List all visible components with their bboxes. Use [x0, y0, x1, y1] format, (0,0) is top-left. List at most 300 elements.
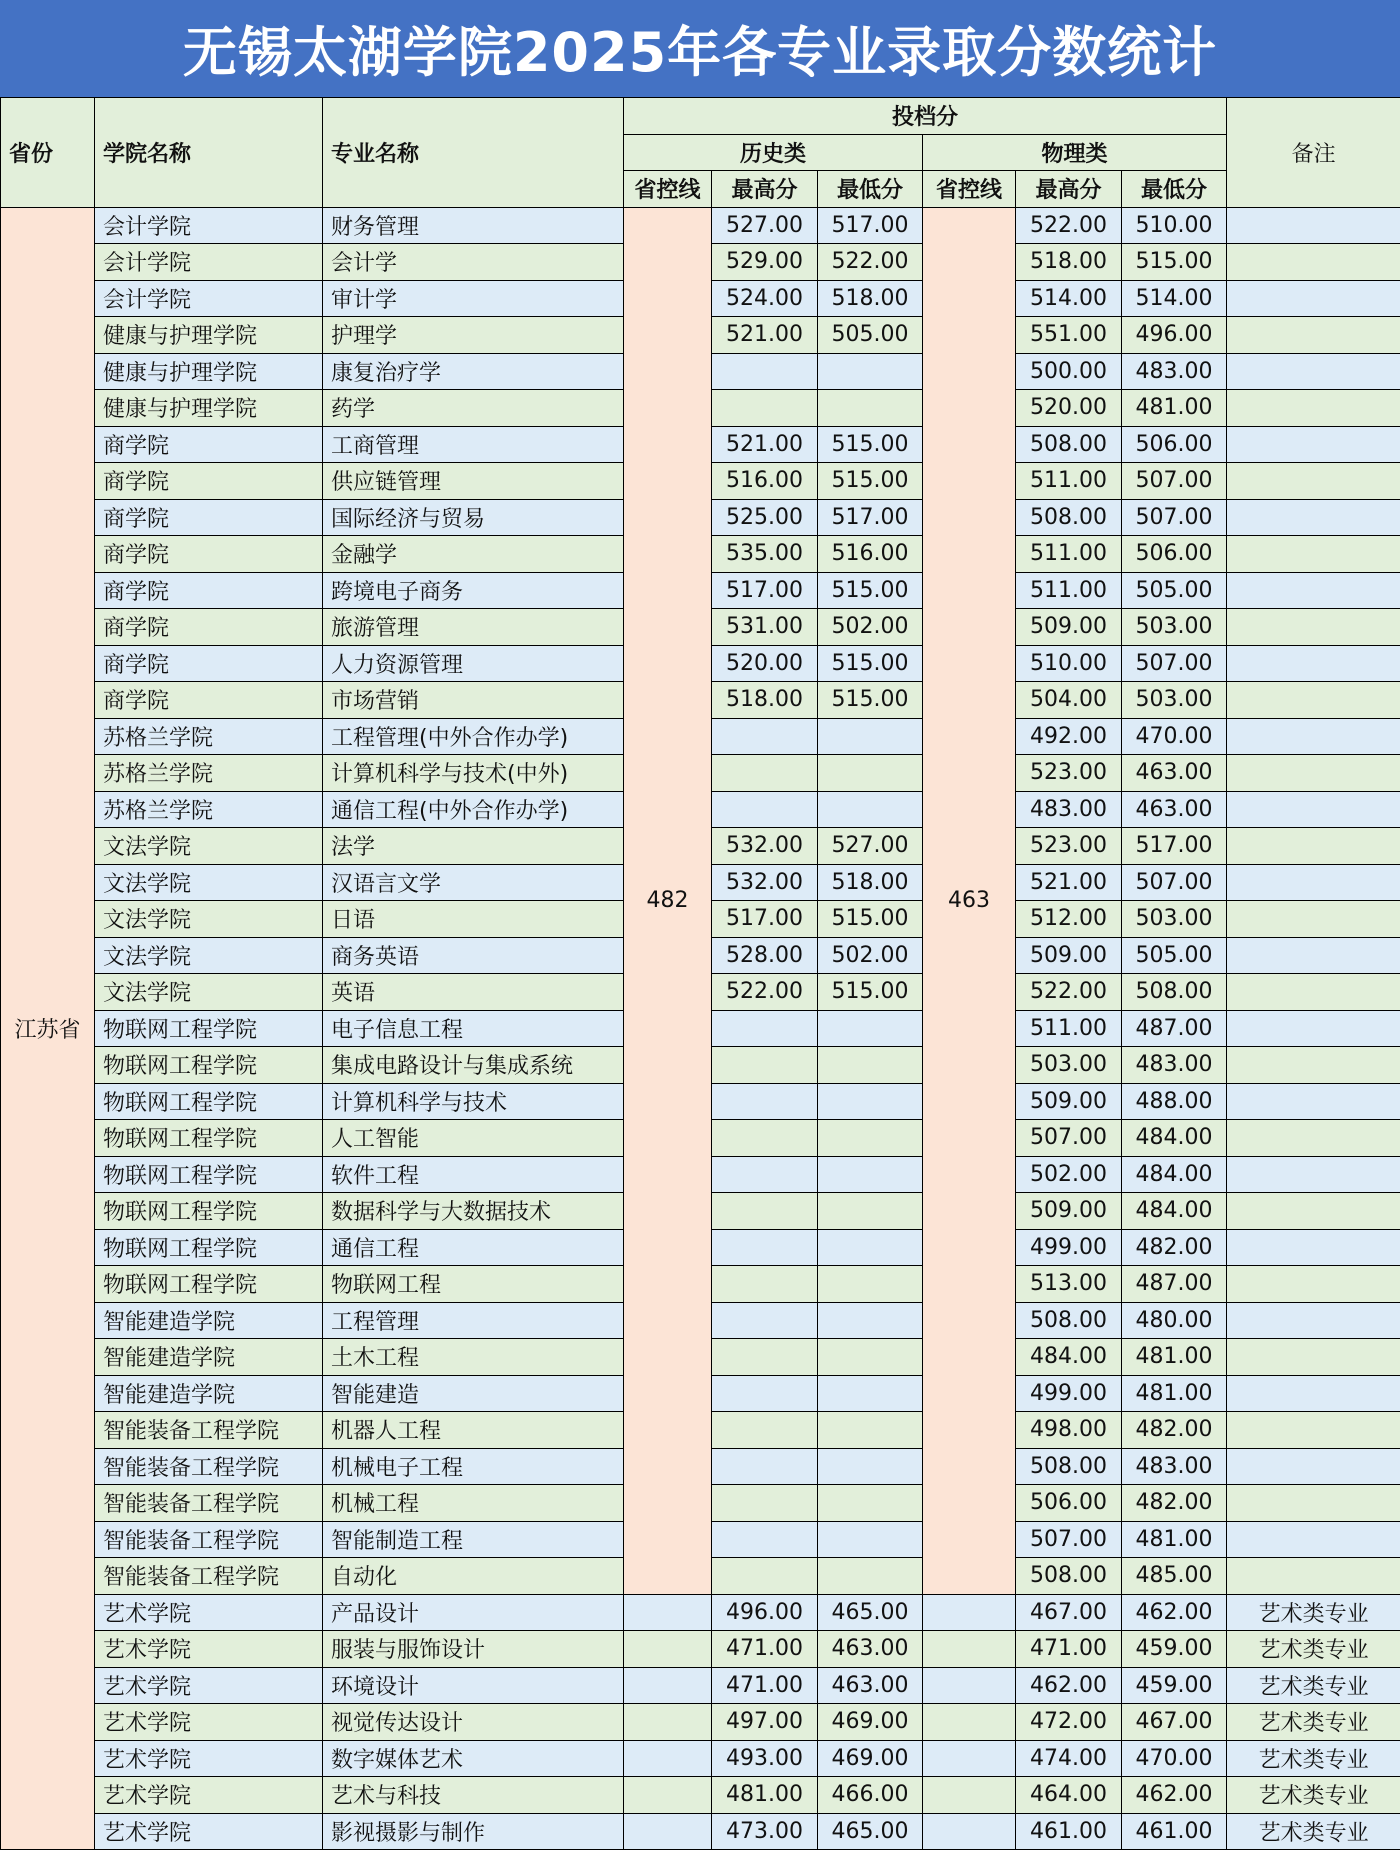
history-max-cell: 471.00	[712, 1667, 818, 1704]
physics-min-cell: 503.00	[1122, 609, 1227, 646]
major-cell: 审计学	[323, 280, 624, 317]
history-min-cell	[818, 1558, 923, 1595]
physics-max-cell: 474.00	[1016, 1740, 1122, 1777]
major-cell: 机械电子工程	[323, 1448, 624, 1485]
physics-max-cell: 507.00	[1016, 1521, 1122, 1558]
college-cell: 商学院	[95, 682, 323, 719]
major-cell: 智能制造工程	[323, 1521, 624, 1558]
physics-min-cell: 510.00	[1122, 207, 1227, 244]
major-cell: 工程管理	[323, 1302, 624, 1339]
history-min-cell: 527.00	[818, 828, 923, 865]
physics-max-cell: 503.00	[1016, 1047, 1122, 1084]
major-cell: 服装与服饰设计	[323, 1631, 624, 1668]
note-cell	[1227, 974, 1400, 1011]
major-cell: 国际经济与贸易	[323, 499, 624, 536]
history-max-cell: 518.00	[712, 682, 818, 719]
major-cell: 供应链管理	[323, 463, 624, 500]
major-cell: 自动化	[323, 1558, 624, 1595]
physics-max-cell: 508.00	[1016, 499, 1122, 536]
physics-min-cell: 470.00	[1122, 718, 1227, 755]
history-max-cell	[712, 1047, 818, 1084]
college-cell: 物联网工程学院	[95, 1229, 323, 1266]
physics-max-cell: 511.00	[1016, 1010, 1122, 1047]
major-cell: 金融学	[323, 536, 624, 573]
major-cell: 市场营销	[323, 682, 624, 719]
note-cell	[1227, 1485, 1400, 1522]
history-max-cell: 497.00	[712, 1704, 818, 1741]
history-max-cell: 524.00	[712, 280, 818, 317]
history-max-cell	[712, 1412, 818, 1449]
physics-min-cell: 470.00	[1122, 1740, 1227, 1777]
note-cell: 艺术类专业	[1227, 1740, 1400, 1777]
college-cell: 物联网工程学院	[95, 1120, 323, 1157]
physics-min-cell: 507.00	[1122, 499, 1227, 536]
physics-max-cell: 498.00	[1016, 1412, 1122, 1449]
note-cell	[1227, 499, 1400, 536]
header-score-group: 投档分	[624, 98, 1227, 135]
college-cell: 健康与护理学院	[95, 390, 323, 427]
header-major: 专业名称	[323, 98, 624, 208]
physics-min-cell: 503.00	[1122, 682, 1227, 719]
physics-min-cell: 481.00	[1122, 1375, 1227, 1412]
history-max-cell	[712, 390, 818, 427]
note-cell	[1227, 609, 1400, 646]
history-max-cell: 527.00	[712, 207, 818, 244]
major-cell: 通信工程(中外合作办学)	[323, 791, 624, 828]
college-cell: 艺术学院	[95, 1704, 323, 1741]
physics-max-cell: 508.00	[1016, 1558, 1122, 1595]
major-cell: 康复治疗学	[323, 353, 624, 390]
physics-min-cell: 505.00	[1122, 937, 1227, 974]
history-max-cell	[712, 1120, 818, 1157]
note-cell	[1227, 755, 1400, 792]
physics-min-cell: 484.00	[1122, 1193, 1227, 1230]
history-max-cell: 522.00	[712, 974, 818, 1011]
table-body	[1, 207, 1400, 1850]
note-cell	[1227, 682, 1400, 719]
history-min-cell	[818, 1083, 923, 1120]
history-min-cell: 517.00	[818, 499, 923, 536]
college-cell: 苏格兰学院	[95, 755, 323, 792]
page-title: 无锡太湖学院2025年各专业录取分数统计	[0, 0, 1400, 97]
history-max-cell	[712, 1229, 818, 1266]
history-min-cell	[818, 1339, 923, 1376]
major-cell: 人力资源管理	[323, 645, 624, 682]
note-cell	[1227, 244, 1400, 281]
header-history-min: 最低分	[818, 171, 923, 208]
history-max-cell: 531.00	[712, 609, 818, 646]
college-cell: 健康与护理学院	[95, 317, 323, 354]
physics-max-cell: 510.00	[1016, 645, 1122, 682]
physics-min-cell: 508.00	[1122, 974, 1227, 1011]
physics-max-cell: 514.00	[1016, 280, 1122, 317]
history-max-cell	[712, 1521, 818, 1558]
history-max-cell	[712, 1448, 818, 1485]
history-control-cell	[624, 1740, 712, 1777]
history-control-cell: 482	[624, 207, 712, 1594]
major-cell: 人工智能	[323, 1120, 624, 1157]
college-cell: 智能建造学院	[95, 1302, 323, 1339]
physics-max-cell: 464.00	[1016, 1777, 1122, 1814]
history-control-cell	[624, 1667, 712, 1704]
history-min-cell: 515.00	[818, 426, 923, 463]
history-max-cell: 496.00	[712, 1594, 818, 1631]
table-row	[1, 1813, 1400, 1850]
table-row	[1, 1667, 1400, 1704]
physics-control-cell	[923, 1667, 1016, 1704]
history-min-cell: 515.00	[818, 572, 923, 609]
history-max-cell: 516.00	[712, 463, 818, 500]
physics-max-cell: 500.00	[1016, 353, 1122, 390]
header-physics-max: 最高分	[1016, 171, 1122, 208]
major-cell: 计算机科学与技术(中外)	[323, 755, 624, 792]
major-cell: 通信工程	[323, 1229, 624, 1266]
college-cell: 物联网工程学院	[95, 1156, 323, 1193]
history-max-cell: 521.00	[712, 426, 818, 463]
history-min-cell	[818, 718, 923, 755]
major-cell: 智能建造	[323, 1375, 624, 1412]
history-max-cell	[712, 1485, 818, 1522]
history-max-cell	[712, 1266, 818, 1303]
physics-max-cell: 523.00	[1016, 828, 1122, 865]
history-min-cell	[818, 1193, 923, 1230]
history-min-cell: 463.00	[818, 1631, 923, 1668]
physics-max-cell: 509.00	[1016, 609, 1122, 646]
table-row	[1, 1740, 1400, 1777]
physics-max-cell: 507.00	[1016, 1120, 1122, 1157]
college-cell: 智能装备工程学院	[95, 1558, 323, 1595]
college-cell: 智能建造学院	[95, 1375, 323, 1412]
physics-min-cell: 484.00	[1122, 1120, 1227, 1157]
physics-min-cell: 507.00	[1122, 645, 1227, 682]
physics-min-cell: 483.00	[1122, 1047, 1227, 1084]
physics-min-cell: 463.00	[1122, 791, 1227, 828]
history-max-cell	[712, 718, 818, 755]
college-cell: 智能装备工程学院	[95, 1448, 323, 1485]
table-row	[1, 1777, 1400, 1814]
physics-min-cell: 507.00	[1122, 463, 1227, 500]
physics-max-cell: 483.00	[1016, 791, 1122, 828]
history-max-cell: 517.00	[712, 901, 818, 938]
major-cell: 计算机科学与技术	[323, 1083, 624, 1120]
history-max-cell	[712, 755, 818, 792]
header-province: 省份	[1, 98, 95, 208]
header-history: 历史类	[624, 134, 923, 171]
note-cell	[1227, 1448, 1400, 1485]
major-cell: 法学	[323, 828, 624, 865]
history-min-cell	[818, 353, 923, 390]
history-min-cell: 469.00	[818, 1740, 923, 1777]
physics-max-cell: 522.00	[1016, 207, 1122, 244]
physics-max-cell: 471.00	[1016, 1631, 1122, 1668]
history-min-cell: 518.00	[818, 864, 923, 901]
table-row	[1, 1704, 1400, 1741]
physics-max-cell: 523.00	[1016, 755, 1122, 792]
physics-max-cell: 502.00	[1016, 1156, 1122, 1193]
major-cell: 机械工程	[323, 1485, 624, 1522]
physics-min-cell: 481.00	[1122, 1339, 1227, 1376]
history-max-cell	[712, 1193, 818, 1230]
college-cell: 商学院	[95, 572, 323, 609]
physics-min-cell: 485.00	[1122, 1558, 1227, 1595]
college-cell: 物联网工程学院	[95, 1266, 323, 1303]
note-cell	[1227, 390, 1400, 427]
physics-min-cell: 506.00	[1122, 536, 1227, 573]
physics-min-cell: 514.00	[1122, 280, 1227, 317]
physics-min-cell: 482.00	[1122, 1229, 1227, 1266]
major-cell: 英语	[323, 974, 624, 1011]
note-cell	[1227, 864, 1400, 901]
history-max-cell: 532.00	[712, 828, 818, 865]
college-cell: 物联网工程学院	[95, 1047, 323, 1084]
note-cell	[1227, 317, 1400, 354]
major-cell: 日语	[323, 901, 624, 938]
major-cell: 工程管理(中外合作办学)	[323, 718, 624, 755]
major-cell: 物联网工程	[323, 1266, 624, 1303]
physics-max-cell: 551.00	[1016, 317, 1122, 354]
history-min-cell	[818, 1412, 923, 1449]
physics-max-cell: 499.00	[1016, 1375, 1122, 1412]
physics-max-cell: 518.00	[1016, 244, 1122, 281]
history-min-cell: 522.00	[818, 244, 923, 281]
major-cell: 数字媒体艺术	[323, 1740, 624, 1777]
history-max-cell	[712, 1083, 818, 1120]
history-control-cell	[624, 1813, 712, 1850]
history-min-cell: 502.00	[818, 609, 923, 646]
history-max-cell: 493.00	[712, 1740, 818, 1777]
physics-min-cell: 496.00	[1122, 317, 1227, 354]
physics-max-cell: 467.00	[1016, 1594, 1122, 1631]
history-min-cell: 516.00	[818, 536, 923, 573]
physics-min-cell: 462.00	[1122, 1594, 1227, 1631]
table-row	[1, 1631, 1400, 1668]
history-min-cell	[818, 1485, 923, 1522]
note-cell	[1227, 1412, 1400, 1449]
history-min-cell: 502.00	[818, 937, 923, 974]
note-cell	[1227, 1558, 1400, 1595]
physics-max-cell: 513.00	[1016, 1266, 1122, 1303]
physics-min-cell: 507.00	[1122, 864, 1227, 901]
physics-max-cell: 511.00	[1016, 572, 1122, 609]
physics-control-cell	[923, 1594, 1016, 1631]
college-cell: 艺术学院	[95, 1813, 323, 1850]
physics-min-cell: 463.00	[1122, 755, 1227, 792]
note-cell	[1227, 718, 1400, 755]
college-cell: 物联网工程学院	[95, 1083, 323, 1120]
major-cell: 影视摄影与制作	[323, 1813, 624, 1850]
history-min-cell	[818, 1302, 923, 1339]
physics-max-cell: 506.00	[1016, 1485, 1122, 1522]
major-cell: 财务管理	[323, 207, 624, 244]
note-cell	[1227, 645, 1400, 682]
history-max-cell: 520.00	[712, 645, 818, 682]
header-physics: 物理类	[923, 134, 1227, 171]
history-min-cell: 465.00	[818, 1594, 923, 1631]
physics-max-cell: 472.00	[1016, 1704, 1122, 1741]
history-max-cell	[712, 1375, 818, 1412]
note-cell	[1227, 1047, 1400, 1084]
history-min-cell: 515.00	[818, 645, 923, 682]
history-max-cell	[712, 1156, 818, 1193]
note-cell	[1227, 1010, 1400, 1047]
history-min-cell	[818, 1266, 923, 1303]
history-min-cell: 463.00	[818, 1667, 923, 1704]
physics-max-cell: 504.00	[1016, 682, 1122, 719]
college-cell: 智能装备工程学院	[95, 1412, 323, 1449]
history-min-cell	[818, 791, 923, 828]
history-min-cell	[818, 1047, 923, 1084]
history-min-cell	[818, 1521, 923, 1558]
history-control-cell	[624, 1594, 712, 1631]
table-header	[1, 98, 1400, 208]
note-cell	[1227, 1229, 1400, 1266]
header-history-max: 最高分	[712, 171, 818, 208]
physics-min-cell: 487.00	[1122, 1010, 1227, 1047]
note-cell	[1227, 463, 1400, 500]
history-min-cell	[818, 1120, 923, 1157]
history-min-cell	[818, 1448, 923, 1485]
physics-max-cell: 484.00	[1016, 1339, 1122, 1376]
note-cell	[1227, 828, 1400, 865]
major-cell: 土木工程	[323, 1339, 624, 1376]
history-min-cell	[818, 1229, 923, 1266]
note-cell	[1227, 1193, 1400, 1230]
history-max-cell: 528.00	[712, 937, 818, 974]
history-max-cell	[712, 1010, 818, 1047]
history-min-cell: 515.00	[818, 682, 923, 719]
major-cell: 数据科学与大数据技术	[323, 1193, 624, 1230]
history-min-cell	[818, 1156, 923, 1193]
major-cell: 工商管理	[323, 426, 624, 463]
major-cell: 机器人工程	[323, 1412, 624, 1449]
college-cell: 文法学院	[95, 828, 323, 865]
physics-max-cell: 509.00	[1016, 1083, 1122, 1120]
college-cell: 商学院	[95, 463, 323, 500]
college-cell: 苏格兰学院	[95, 791, 323, 828]
physics-max-cell: 520.00	[1016, 390, 1122, 427]
note-cell	[1227, 1156, 1400, 1193]
major-cell: 护理学	[323, 317, 624, 354]
history-max-cell	[712, 353, 818, 390]
history-max-cell: 517.00	[712, 572, 818, 609]
history-control-cell	[624, 1631, 712, 1668]
physics-max-cell: 521.00	[1016, 864, 1122, 901]
note-cell	[1227, 1120, 1400, 1157]
history-min-cell: 518.00	[818, 280, 923, 317]
physics-max-cell: 511.00	[1016, 463, 1122, 500]
history-max-cell	[712, 1339, 818, 1376]
physics-min-cell: 459.00	[1122, 1667, 1227, 1704]
physics-control-cell	[923, 1704, 1016, 1741]
history-min-cell: 469.00	[818, 1704, 923, 1741]
history-max-cell: 532.00	[712, 864, 818, 901]
province-cell: 江苏省	[1, 207, 95, 1850]
college-cell: 艺术学院	[95, 1740, 323, 1777]
history-max-cell: 473.00	[712, 1813, 818, 1850]
history-max-cell: 525.00	[712, 499, 818, 536]
history-min-cell: 505.00	[818, 317, 923, 354]
history-max-cell: 521.00	[712, 317, 818, 354]
physics-max-cell: 499.00	[1016, 1229, 1122, 1266]
note-cell	[1227, 1083, 1400, 1120]
history-min-cell: 515.00	[818, 901, 923, 938]
physics-min-cell: 505.00	[1122, 572, 1227, 609]
college-cell: 商学院	[95, 499, 323, 536]
major-cell: 跨境电子商务	[323, 572, 624, 609]
note-cell	[1227, 1302, 1400, 1339]
college-cell: 商学院	[95, 645, 323, 682]
college-cell: 文法学院	[95, 901, 323, 938]
note-cell	[1227, 280, 1400, 317]
major-cell: 集成电路设计与集成系统	[323, 1047, 624, 1084]
history-min-cell: 517.00	[818, 207, 923, 244]
major-cell: 软件工程	[323, 1156, 624, 1193]
physics-max-cell: 508.00	[1016, 1448, 1122, 1485]
college-cell: 会计学院	[95, 207, 323, 244]
note-cell: 艺术类专业	[1227, 1777, 1400, 1814]
note-cell: 艺术类专业	[1227, 1813, 1400, 1850]
physics-min-cell: 481.00	[1122, 390, 1227, 427]
major-cell: 环境设计	[323, 1667, 624, 1704]
physics-min-cell: 467.00	[1122, 1704, 1227, 1741]
history-min-cell	[818, 1010, 923, 1047]
note-cell: 艺术类专业	[1227, 1594, 1400, 1631]
table-row	[1, 207, 1400, 244]
note-cell	[1227, 207, 1400, 244]
header-physics-min: 最低分	[1122, 171, 1227, 208]
major-cell: 汉语言文学	[323, 864, 624, 901]
physics-control-cell	[923, 1740, 1016, 1777]
note-cell: 艺术类专业	[1227, 1667, 1400, 1704]
physics-max-cell: 509.00	[1016, 1193, 1122, 1230]
note-cell	[1227, 791, 1400, 828]
physics-control-cell: 463	[923, 207, 1016, 1594]
history-max-cell: 471.00	[712, 1631, 818, 1668]
major-cell: 视觉传达设计	[323, 1704, 624, 1741]
note-cell	[1227, 1375, 1400, 1412]
college-cell: 文法学院	[95, 974, 323, 1011]
college-cell: 物联网工程学院	[95, 1193, 323, 1230]
history-max-cell	[712, 791, 818, 828]
physics-min-cell: 506.00	[1122, 426, 1227, 463]
college-cell: 智能装备工程学院	[95, 1485, 323, 1522]
physics-min-cell: 515.00	[1122, 244, 1227, 281]
college-cell: 智能建造学院	[95, 1339, 323, 1376]
physics-min-cell: 461.00	[1122, 1813, 1227, 1850]
history-min-cell: 466.00	[818, 1777, 923, 1814]
physics-min-cell: 484.00	[1122, 1156, 1227, 1193]
note-cell	[1227, 1521, 1400, 1558]
note-cell: 艺术类专业	[1227, 1704, 1400, 1741]
physics-min-cell: 483.00	[1122, 1448, 1227, 1485]
history-min-cell: 515.00	[818, 974, 923, 1011]
physics-max-cell: 508.00	[1016, 1302, 1122, 1339]
college-cell: 物联网工程学院	[95, 1010, 323, 1047]
header-note: 备注	[1227, 98, 1400, 208]
college-cell: 艺术学院	[95, 1631, 323, 1668]
note-cell	[1227, 1266, 1400, 1303]
physics-min-cell: 517.00	[1122, 828, 1227, 865]
college-cell: 艺术学院	[95, 1594, 323, 1631]
header-history-control: 省控线	[624, 171, 712, 208]
physics-min-cell: 482.00	[1122, 1412, 1227, 1449]
note-cell	[1227, 353, 1400, 390]
college-cell: 文法学院	[95, 864, 323, 901]
header-college: 学院名称	[95, 98, 323, 208]
note-cell	[1227, 572, 1400, 609]
history-max-cell: 481.00	[712, 1777, 818, 1814]
note-cell	[1227, 901, 1400, 938]
